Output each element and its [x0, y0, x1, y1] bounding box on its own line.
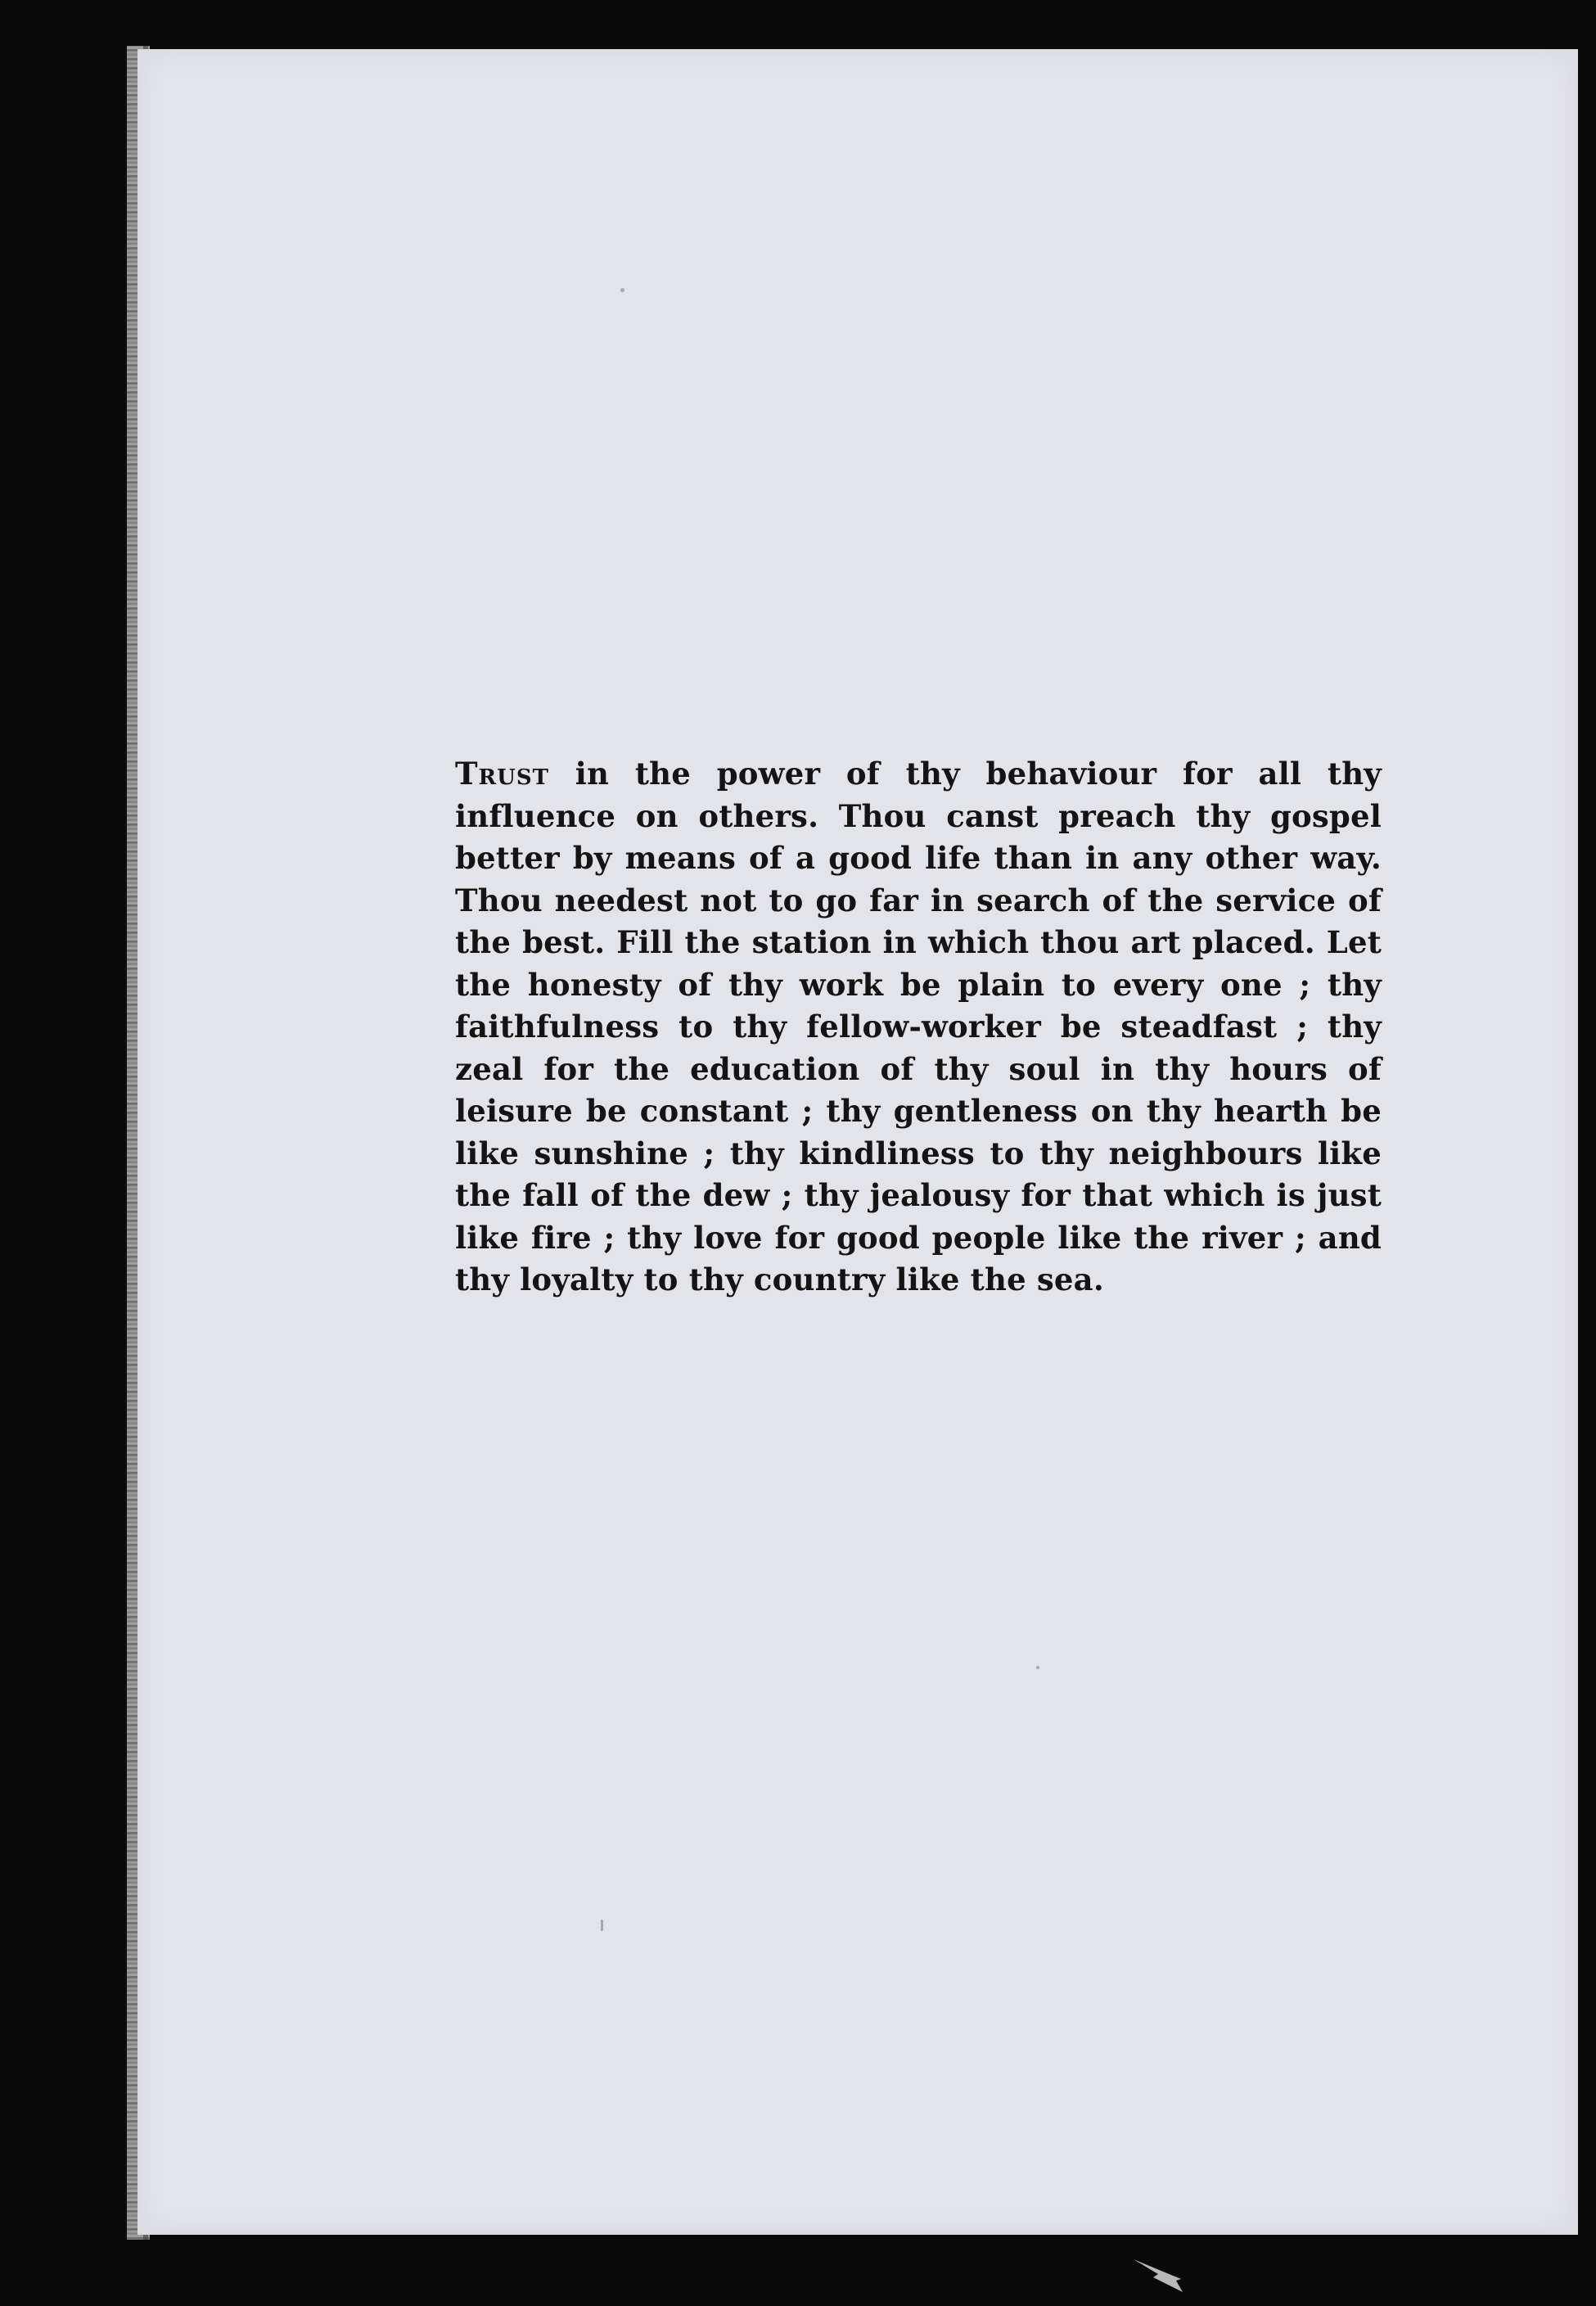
paper-speck	[601, 1920, 603, 1931]
paragraph-text: in the power of thy behaviour for all thy influence on others. Thou canst preach thy gospel better by means of a good life than in any other way. Thou needest not to go far in search of the service of the best. Fill the station in which thou art placed. Let the honesty of thy work be plain to every one ; thy faithfulness to thy fellow-worker be steadfast ; thy zeal for the education of thy soul in thy hours of leisure be constant ; thy gentleness on thy hearth be like sunshine ; thy kindliness to thy neighbours like the fall of the dew ; thy jealousy for that which is just like fire ; thy love for good people like the river ; and thy loyalty to thy country like the sea.	[455, 756, 1382, 1297]
scanner-corner-mark	[1134, 2259, 1191, 2292]
paper-speck	[1036, 1666, 1039, 1669]
lead-word: Trust	[455, 756, 549, 792]
body-paragraph	[455, 753, 1382, 1302]
paper-speck	[620, 288, 624, 292]
